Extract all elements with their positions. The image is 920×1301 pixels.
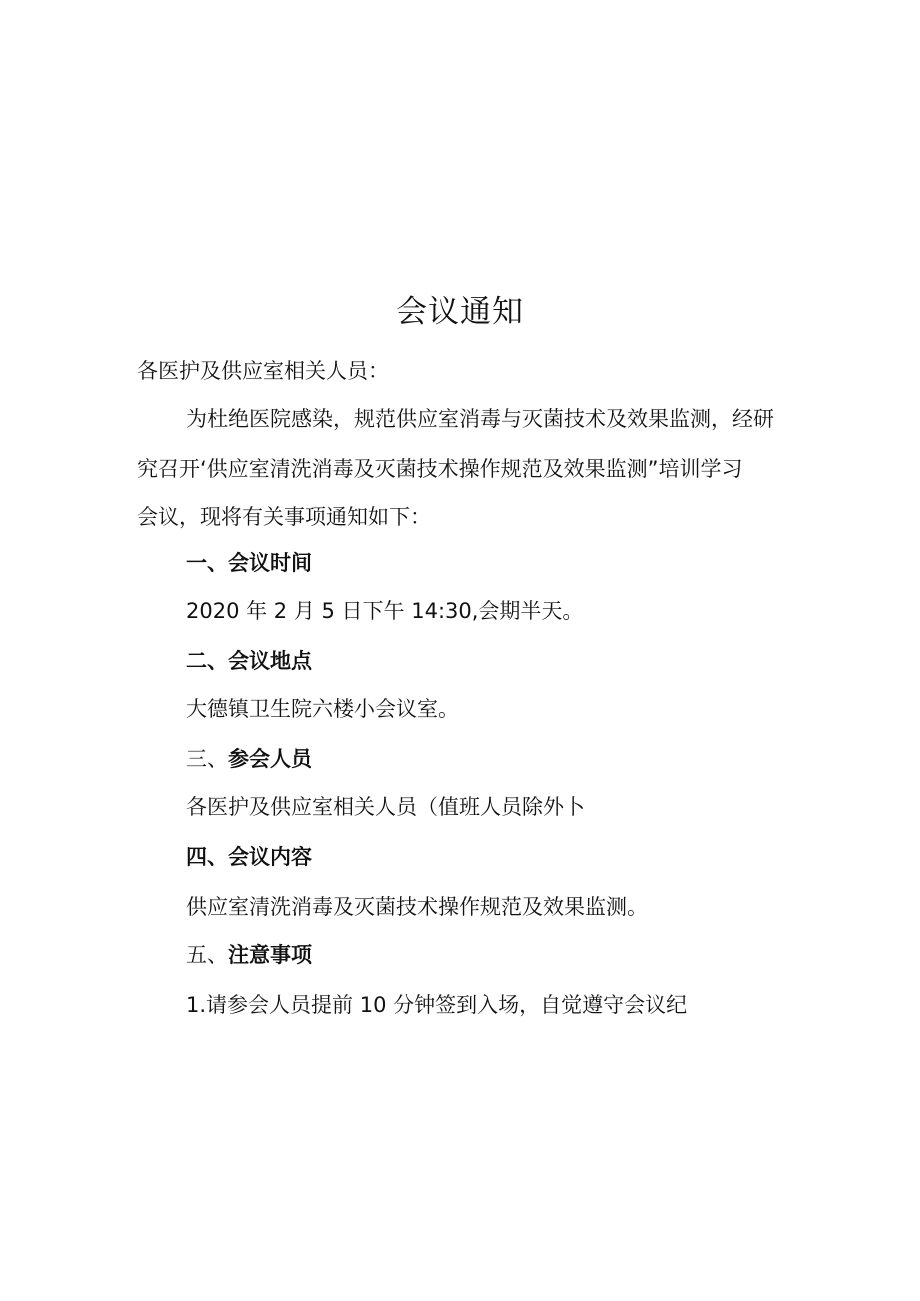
salutation: 各医护及供应室相关人员： <box>137 359 389 383</box>
section-content-attendees: 各医护及供应室相关人员（值班人员除外卜 <box>186 795 585 819</box>
section-heading-content <box>186 842 312 872</box>
section-heading-time: 一、会议时间 <box>186 551 312 575</box>
section-heading-attendees-num: 三、 <box>186 747 228 771</box>
section-heading-attendees <box>186 744 312 774</box>
section-heading-location-num: 二、 <box>186 649 228 673</box>
section-heading-location <box>186 646 312 676</box>
section-heading-notes-text: 注意事项 <box>228 943 312 967</box>
intro-line-2: 究召开‘供应室清洗消毒及灭菌技术操作规范及效果监测”培训学习 <box>137 457 743 481</box>
section-content-time: 2020 年 2 月 5 日下午 14:30,会期半天。 <box>186 599 584 623</box>
section-heading-notes <box>186 940 312 970</box>
intro-line-3: 会议，现将有关事项通知如下： <box>137 505 431 529</box>
section-heading-notes-num: 五、 <box>186 943 228 967</box>
section-content-content: 供应室清洗消毒及灭菌技术操作规范及效果监测。 <box>186 895 648 919</box>
section-content-notes: 1.请参会人员提前 10 分钟签到入场，自觉遵守会议纪 <box>186 993 688 1017</box>
section-heading-location-text: 会议地点 <box>228 649 312 673</box>
section-heading-attendees-text: 参会人员 <box>228 747 312 771</box>
section-content-location: 大德镇卫生院六楼小会议室。 <box>186 697 459 721</box>
page-title: 会议通知 <box>396 294 524 330</box>
section-heading-content-num: 四、 <box>186 845 228 869</box>
section-heading-content-text: 会议内容 <box>228 845 312 869</box>
intro-line-1: 为杜绝医院感染，规范供应室消毒与灭菌技术及效果监测，经研 <box>186 407 774 431</box>
